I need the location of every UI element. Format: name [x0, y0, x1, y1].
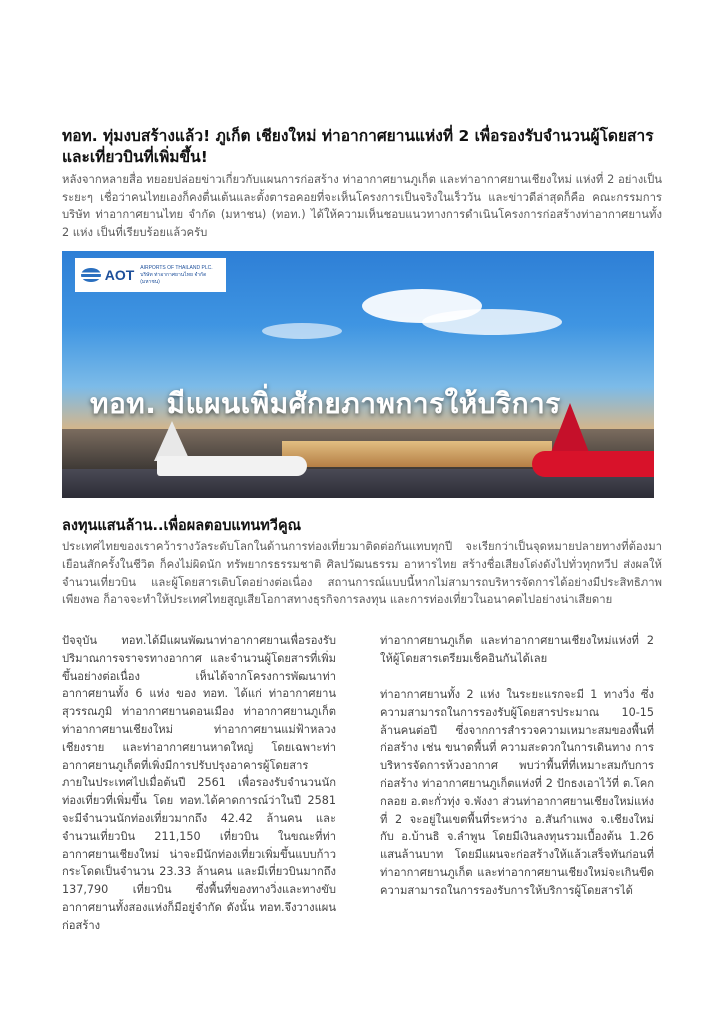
- aot-logo-subtext-en: AIRPORTS OF THAILAND PLC.: [140, 264, 213, 271]
- section-heading: ลงทุนแสนล้าน..เพื่อผลตอบแทนทวีคูณ: [62, 518, 302, 534]
- hero-image: [62, 251, 654, 498]
- aot-logo-icon: [81, 268, 101, 282]
- aot-logo-subtext: [140, 265, 226, 286]
- section-paragraph: ประเทศไทยของเราคว้ารางวัลระดับโลกในด้านการท่องเที่ยวมาติดต่อกันแทบทุกปี จะเรียกว่าเป็นจุดหมายปลายทางที่ต้องมาเยือนสักครั้งในชีวิต ก็คงไม่ผิดนัก ทรัพยากรธรรมชาติ ศิลปวัฒนธรรม อาหารไทย สร้างชื่อเสียงโด่งดังไปทั่วทุกทวีป ส่งผลให้จำนวนเที่ยวบิน และผู้โดยสารเติบโตอย่างต่อเนื่อง สถานการณ์แบบนี้หากไม่สามารถบริหารจัดการได้อย่างมีประสิทธิภาพเพียงพอ ก็อาจจะทำให้ประเทศไทยสูญเสียโอกาสทางธุรกิจการลงทุน และการท่องเที่ยวในอนาคตไปอย่างน่าเสียดาย: [62, 540, 662, 607]
- aircraft-red: [532, 451, 654, 477]
- column-left-paragraph: ปัจจุบัน ทอท.ได้มีแผนพัฒนาท่าอากาศยานเพื่อรองรับปริมาณการจราจรทางอากาศ และจำนวนผู้โดยสารที่เพิ่มขึ้นอย่างต่อเนื่อง เห็นได้จากโครงการพัฒนาท่าอากาศยานทั้ง 6 แห่ง ของ ทอท. ได้แก่ ท่าอากาศยานสุวรรณภูมิ ท่าอากาศยานดอนเมือง ท่าอากาศยานภูเก็ต ท่าอากาศยานเชียงใหม่ ท่าอากาศยานแม่ฟ้าหลวง เชียงราย และท่าอากาศยานหาดใหญ่ โดยเฉพาะท่าอากาศยานภูเก็ตที่เพิ่งมีการปรับปรุงอาคารผู้โดยสารภายในประเทศไปเมื่อต้นปี 2561 เพื่อรองรับจำนวนนักท่องเที่ยวที่เพิ่มขึ้น โดย ทอท.ได้คาดการณ์ว่าในปี 2581 จะมีจำนวนนักท่องเที่ยวมากถึง 42.42 ล้านคน และจำนวนเที่ยวบิน 211,150 เที่ยวบิน ในขณะที่ท่าอากาศยานเชียงใหม่ น่าจะมีนักท่องเที่ยวเพิ่มขึ้นแบบก้าวกระโดดเป็นจำนวน 23.33 ล้านคน และมีเที่ยวบินมากถึง 137,790 เที่ยวบิน ซึ่งพื้นที่ของทางวิ่งและทางขับอากาศยานทั้งสองแห่งก็มีอยู่จำกัด ดังนั้น ทอท.จึงวางแผนก่อสร้าง: [62, 634, 336, 932]
- article-intro: หลังจากหลายสื่อ ทยอยปล่อยข่าวเกี่ยวกับแผนการก่อสร้าง ท่าอากาศยานภูเก็ต และท่าอากาศยานเชียงใหม่ แห่งที่ 2 อย่างเป็นระยะๆ เชื่อว่าคนไทยเองก็คงตื่นเต้นและตั้งตารอคอยที่จะเห็นโครงการเป็นจริงในเร็ววัน และข่าวดีล่าสุดก็คือ คณะกรรมการบริษัท ท่าอากาศยานไทย จำกัด (มหาชน) (ทอท.) ได้ให้ความเห็นชอบแนวทางการดำเนินโครงการก่อสร้างท่าอากาศยานทั้ง 2 แห่ง เป็นที่เรียบร้อยแล้วครับ: [62, 173, 662, 239]
- article-title: ทอท. ทุ่มงบสร้างแล้ว! ภูเก็ต เชียงใหม่ ท่าอากาศยานแห่งที่ 2 เพื่อรองรับจำนวนผู้โดยสารและเที่ยวบินที่เพิ่มขึ้น!: [62, 127, 654, 166]
- hero-headline: ทอท. มีแผนเพิ่มศักยภาพการให้บริการ: [90, 387, 561, 420]
- column-right-paragraph-2: ท่าอากาศยานทั้ง 2 แห่ง ในระยะแรกจะมี 1 ทางวิ่ง ซึ่งความสามารถในการรองรับผู้โดยสารประมาณ 10-15 ล้านคนต่อปี ซึ่งจากการสำรวจความเหมาะสมของพื้นที่ก่อสร้าง เช่น ขนาดพื้นที่ ความสะดวกในการเดินทาง การบริหารจัดการห้วงอากาศ พบว่าพื้นที่ที่เหมาะสมกับการก่อสร้าง ท่าอากาศยานภูเก็ตแห่งที่ 2 ปักธงเอาไว้ที่ ต.โคกกลอย อ.ตะกั่วทุ่ง จ.พังงา ส่วนท่าอากาศยานเชียงใหม่แห่งที่ 2 จะอยู่ในเขตพื้นที่ระหว่าง อ.สันกำแพง จ.เชียงใหม่ กับ อ.บ้านธิ จ.ลำพูน โดยมีเงินลงทุนรวมเบื้องต้น 1.26 แสนล้านบาท โดยมีแผนจะก่อสร้างให้แล้วเสร็จทันก่อนที่ท่าอากาศยานภูเก็ต และท่าอากาศยานเชียงใหม่จะเกินขีดความสามารถในการรองรับการให้บริการผู้โดยสารได้: [380, 688, 654, 897]
- aot-logo: [75, 258, 226, 292]
- aot-logo-text: AOT: [104, 267, 135, 283]
- aircraft-white: [157, 456, 307, 476]
- terminal-lights: [282, 441, 552, 467]
- aot-logo-subtext-th: บริษัท ท่าอากาศยานไทย จำกัด (มหาชน): [140, 271, 207, 285]
- aircraft-tail-white: [154, 421, 190, 461]
- column-right-paragraph-1: ท่าอากาศยานภูเก็ต และท่าอากาศยานเชียงใหม่แห่งที่ 2 ให้ผู้โดยสารเตรียมเช็คอินกันได้เลย: [380, 634, 654, 665]
